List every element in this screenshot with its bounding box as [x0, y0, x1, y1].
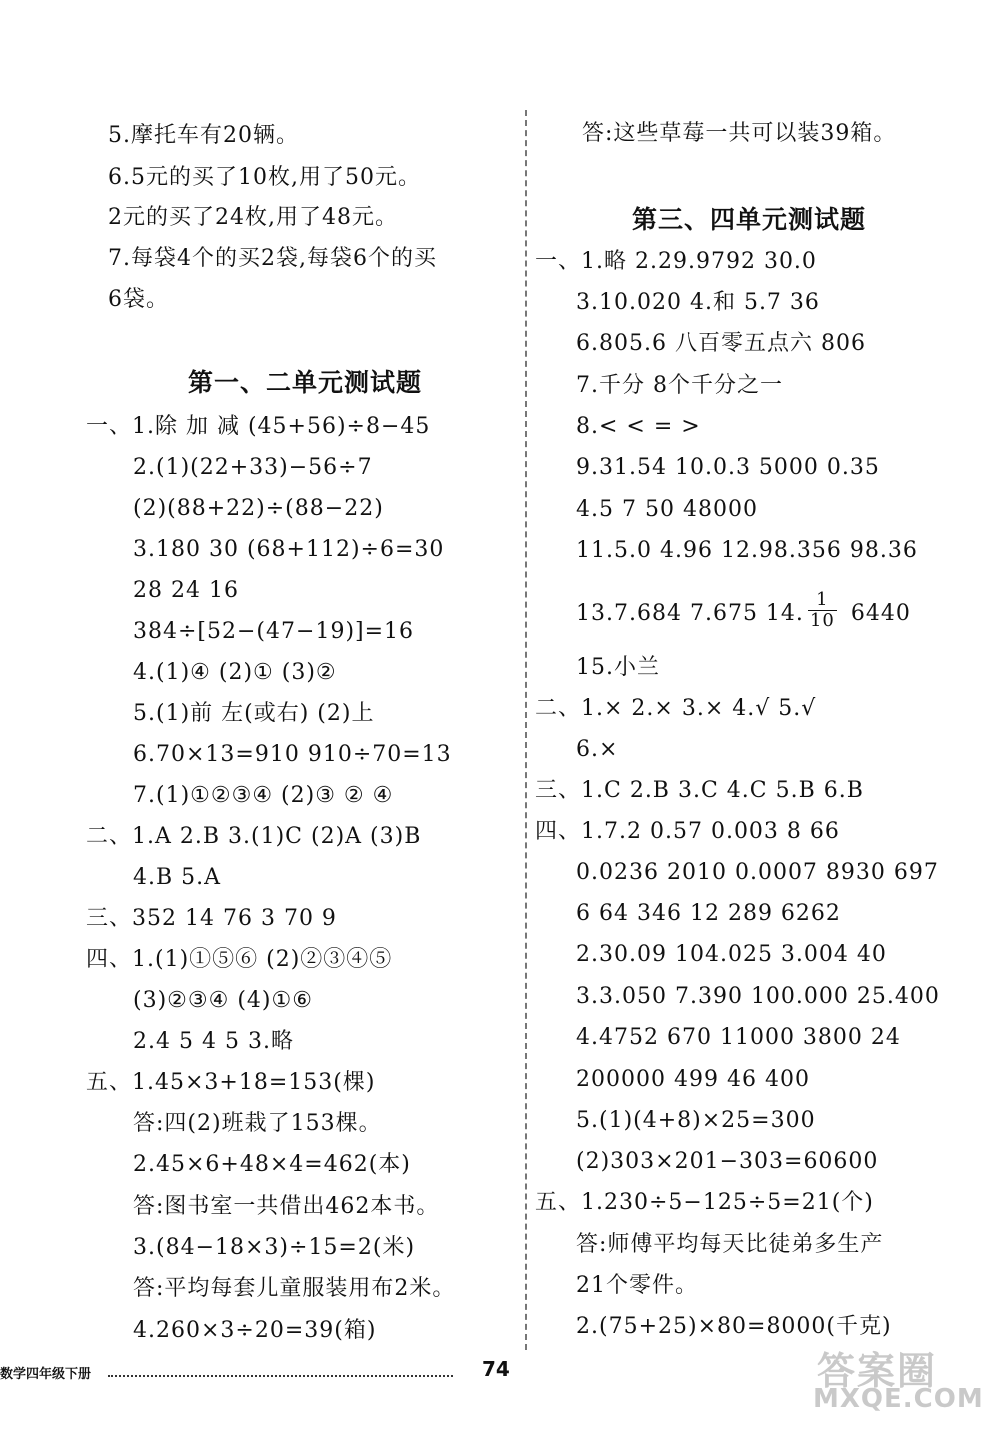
text-line: 15.小兰: [576, 655, 660, 680]
text-line: 答:四(2)班栽了153棵。: [133, 1111, 382, 1136]
text-line: 五、1.230÷5−125÷5=21(个): [535, 1190, 874, 1215]
text-line: 6.×: [576, 737, 619, 762]
text-line: 四、1.(1)①⑤⑥ (2)②③④⑤: [86, 947, 393, 972]
text-line: 5.(1)前 左(或右) (2)上: [133, 701, 375, 726]
text-line: 2.(75+25)×80=8000(千克): [576, 1314, 892, 1339]
text-line: 7.千分 8个千分之一: [576, 373, 783, 398]
watermark-url: MXQE.COM: [813, 1384, 984, 1414]
text-line: 5.摩托车有20辆。: [108, 123, 299, 148]
text-line: (2)(88+22)÷(88−22): [133, 496, 384, 521]
fraction-numerator: 1: [808, 590, 837, 611]
text-line-with-fraction: [576, 588, 911, 636]
text-line: 3.(84−18×3)÷15=2(米): [133, 1235, 416, 1260]
section-title-1: 第一、二单元测试题: [188, 368, 423, 397]
text-line: 四、1.7.2 0.57 0.003 8 66: [535, 819, 840, 844]
text-line: (3)②③④ (4)①⑥: [133, 988, 313, 1013]
text-line: (2)303×201−303=60600: [576, 1149, 879, 1174]
text-line: 28 24 16: [133, 578, 239, 603]
footer-book-title: 数学四年级下册: [0, 1367, 92, 1382]
text-line: 3.3.050 7.390 100.000 25.400: [576, 984, 940, 1009]
text-line: 二、1.A 2.B 3.(1)C (2)A (3)B: [86, 824, 422, 849]
text-line: 384÷[52−(47−19)]=16: [133, 619, 415, 644]
text-line: 4.B 5.A: [133, 865, 222, 890]
text-line: 五、1.45×3+18=153(棵): [86, 1070, 376, 1095]
text-line: 11.5.0 4.96 12.98.356 98.36: [576, 538, 918, 563]
text-line: 2.45×6+48×4=462(本): [133, 1152, 411, 1177]
text-line: 6.70×13=910 910÷70=13: [133, 742, 452, 767]
text-line: 答:这些草莓一共可以装39箱。: [582, 121, 897, 146]
text-line: 0.0236 2010 0.0007 8930 697: [576, 860, 939, 885]
text-line: 2元的买了24枚,用了48元。: [108, 205, 398, 230]
text-line: 5.(1)(4+8)×25=300: [576, 1108, 816, 1133]
line13-prefix: 13.7.684 7.675 14.: [576, 601, 804, 626]
text-line: 3.10.020 4.和 5.7 36: [576, 290, 820, 315]
text-line: 答:平均每套儿童服装用布2米。: [133, 1276, 456, 1301]
text-line: 一、1.略 2.29.9792 30.0: [535, 249, 817, 274]
text-line: 2.4 5 4 5 3.略: [133, 1029, 294, 1054]
text-line: 200000 499 46 400: [576, 1067, 810, 1092]
text-line: 21个零件。: [576, 1273, 698, 1298]
text-line: 7.每袋4个的买2袋,每袋6个的买: [108, 246, 437, 271]
text-line: 6.5元的买了10枚,用了50元。: [108, 165, 421, 190]
page-number: 74: [482, 1357, 510, 1381]
section-title-2: 第三、四单元测试题: [632, 205, 867, 234]
text-line: 2.(1)(22+33)−56÷7: [133, 455, 373, 480]
column-divider: [525, 110, 527, 1350]
text-line: 3.180 30 (68+112)÷6=30: [133, 537, 445, 562]
text-line: 一、1.除 加 减 (45+56)÷8−45: [86, 414, 431, 439]
line13-suffix: 6440: [850, 601, 911, 626]
watermark-logo: [795, 1340, 990, 1420]
text-line: 4.4752 670 11000 3800 24: [576, 1025, 901, 1050]
text-line: 答:师傅平均每天比徒弟多生产: [576, 1232, 884, 1257]
text-line: 6袋。: [108, 287, 169, 312]
fraction: [808, 590, 837, 631]
text-line: 6 64 346 12 289 6262: [576, 901, 841, 926]
text-line: 4.260×3÷20=39(箱): [133, 1318, 377, 1343]
footer-dotted-rule: [108, 1375, 453, 1377]
text-line: 9.31.54 10.0.3 5000 0.35: [576, 455, 880, 480]
text-line: 二、1.× 2.× 3.× 4.√ 5.√: [535, 696, 817, 721]
text-line: 8.< < = >: [576, 414, 701, 439]
text-line: 三、352 14 76 3 70 9: [86, 906, 337, 931]
text-line: 7.(1)①②③④ (2)③ ② ④: [133, 783, 394, 808]
text-line: 2.30.09 104.025 3.004 40: [576, 942, 887, 967]
fraction-denominator: 10: [809, 609, 835, 631]
watermark-text: 答案圈: [817, 1349, 938, 1393]
text-line: 4.5 7 50 48000: [576, 497, 758, 522]
text-line: 6.805.6 八百零五点六 806: [576, 331, 866, 356]
text-line: 答:图书室一共借出462本书。: [133, 1194, 440, 1219]
text-line: 三、1.C 2.B 3.C 4.C 5.B 6.B: [535, 778, 864, 803]
text-line: 4.(1)④ (2)① (3)②: [133, 660, 337, 685]
